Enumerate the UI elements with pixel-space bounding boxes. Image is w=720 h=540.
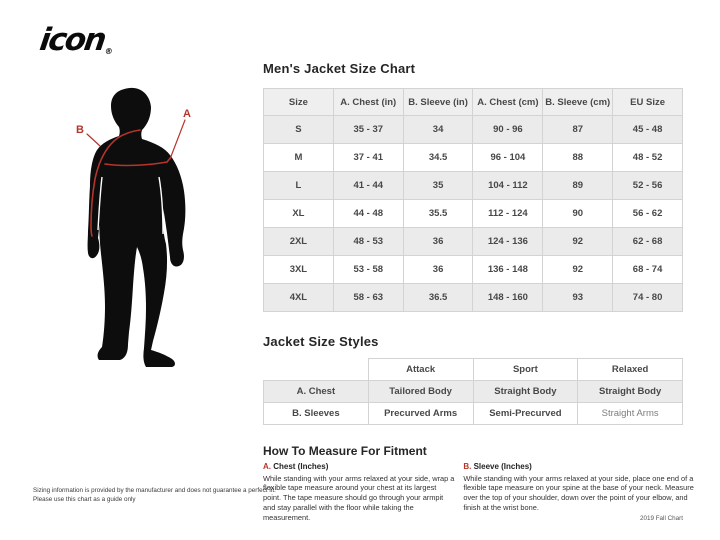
column-header: Relaxed xyxy=(578,359,683,381)
value-cell: Semi-Precurved xyxy=(473,403,578,425)
measure-chest-heading xyxy=(263,462,455,473)
value-cell: 89 xyxy=(543,172,613,200)
column-header: Size xyxy=(264,89,334,116)
label-a-pointer-line xyxy=(170,120,185,159)
value-cell: Tailored Body xyxy=(368,381,473,403)
table-row xyxy=(264,256,683,284)
row-label-cell: XL xyxy=(264,200,334,228)
row-label-cell: 3XL xyxy=(264,256,334,284)
value-cell: 58 - 63 xyxy=(333,284,403,312)
value-cell: 90 - 96 xyxy=(473,116,543,144)
measure-instructions xyxy=(263,462,703,522)
value-cell: 48 - 53 xyxy=(333,228,403,256)
value-cell: 104 - 112 xyxy=(473,172,543,200)
row-label-cell: 2XL xyxy=(264,228,334,256)
sizing-disclaimer-line2: Please use this chart as a guide only xyxy=(33,496,136,504)
column-header: EU Size xyxy=(613,89,683,116)
sizing-disclaimer-line1: Sizing information is provided by the manufacturer and does not guarantee a perfect fit. xyxy=(33,487,276,494)
value-cell: 136 - 148 xyxy=(473,256,543,284)
registered-trademark: ® xyxy=(104,47,114,56)
styles-chart-header-row xyxy=(264,359,683,381)
icon-brand-logo xyxy=(37,22,114,58)
column-header: B. Sleeve (in) xyxy=(403,89,473,116)
measurement-figure xyxy=(30,84,260,384)
table-row xyxy=(264,172,683,200)
styles-chart-table xyxy=(263,358,683,425)
value-cell: 90 xyxy=(543,200,613,228)
measure-chest-block xyxy=(263,462,455,522)
table-row xyxy=(264,284,683,312)
value-cell: 68 - 74 xyxy=(613,256,683,284)
measure-sleeve-heading xyxy=(463,462,703,473)
value-cell: 36 xyxy=(403,256,473,284)
table-row xyxy=(264,144,683,172)
row-label-cell: 4XL xyxy=(264,284,334,312)
measure-chest-heading-text: Chest (Inches) xyxy=(273,462,329,471)
row-label-cell: M xyxy=(264,144,334,172)
size-chart-title: Men's Jacket Size Chart xyxy=(263,61,416,76)
value-cell: 148 - 160 xyxy=(473,284,543,312)
value-cell: 44 - 48 xyxy=(333,200,403,228)
value-cell: 41 - 44 xyxy=(333,172,403,200)
value-cell: 56 - 62 xyxy=(613,200,683,228)
table-row xyxy=(264,381,683,403)
sleeve-label-b: B xyxy=(76,124,84,136)
column-header: A. Chest (cm) xyxy=(473,89,543,116)
value-cell: Straight Body xyxy=(473,381,578,403)
row-label-cell: L xyxy=(264,172,334,200)
column-header: A. Chest (in) xyxy=(333,89,403,116)
empty-header-cell xyxy=(264,359,369,381)
measure-section-title: How To Measure For Fitment xyxy=(263,444,427,458)
value-cell: 35.5 xyxy=(403,200,473,228)
measure-chest-letter: A. xyxy=(263,462,271,471)
table-row xyxy=(264,200,683,228)
value-cell: 34 xyxy=(403,116,473,144)
row-label-cell: B. Sleeves xyxy=(264,403,369,425)
logo-text: icon xyxy=(37,22,107,58)
size-chart-table xyxy=(263,88,683,312)
value-cell: Straight Arms xyxy=(578,403,683,425)
table-row xyxy=(264,116,683,144)
value-cell: 48 - 52 xyxy=(613,144,683,172)
label-b-pointer-line xyxy=(87,134,100,146)
value-cell: 96 - 104 xyxy=(473,144,543,172)
column-header: B. Sleeve (cm) xyxy=(543,89,613,116)
measure-sleeve-body: While standing with your arms relaxed at your side, place one end of a flexible tape measure on your spine at the base of your neck. Measure over the top of your shoulder, down over the point of your elbow, and finish at the wrist bone. xyxy=(463,473,694,512)
measure-chest-body: While standing with your arms relaxed at your side, wrap a flexible tape measure around your chest at its largest point. The tape measure should go through your armpit and stay parallel with the floor while taking the measurement. xyxy=(263,473,455,522)
value-cell: 53 - 58 xyxy=(333,256,403,284)
column-header: Attack xyxy=(368,359,473,381)
value-cell: 92 xyxy=(543,256,613,284)
male-silhouette-graphic xyxy=(30,84,260,384)
value-cell: 87 xyxy=(543,116,613,144)
value-cell: 74 - 80 xyxy=(613,284,683,312)
value-cell: 124 - 136 xyxy=(473,228,543,256)
male-silhouette xyxy=(88,88,186,367)
value-cell: 34.5 xyxy=(403,144,473,172)
measure-sleeve-heading-text: Sleeve (Inches) xyxy=(473,462,532,471)
value-cell: Straight Body xyxy=(578,381,683,403)
chart-version-label: 2019 Fall Chart xyxy=(639,515,683,522)
value-cell: 62 - 68 xyxy=(613,228,683,256)
value-cell: 112 - 124 xyxy=(473,200,543,228)
value-cell: 36 xyxy=(403,228,473,256)
chest-label-a: A xyxy=(183,108,191,120)
styles-chart-title: Jacket Size Styles xyxy=(263,334,379,349)
table-row xyxy=(264,403,683,425)
row-label-cell: S xyxy=(264,116,334,144)
measure-sleeve-letter: B. xyxy=(463,462,472,471)
size-chart-header-row xyxy=(264,89,683,116)
value-cell: 93 xyxy=(543,284,613,312)
value-cell: 37 - 41 xyxy=(333,144,403,172)
row-label-cell: A. Chest xyxy=(264,381,369,403)
value-cell: 92 xyxy=(543,228,613,256)
value-cell: Precurved Arms xyxy=(368,403,473,425)
value-cell: 35 - 37 xyxy=(333,116,403,144)
sizing-disclaimer xyxy=(33,486,283,504)
value-cell: 35 xyxy=(403,172,473,200)
value-cell: 52 - 56 xyxy=(613,172,683,200)
column-header: Sport xyxy=(473,359,578,381)
value-cell: 36.5 xyxy=(403,284,473,312)
value-cell: 88 xyxy=(543,144,613,172)
table-row xyxy=(264,228,683,256)
value-cell: 45 - 48 xyxy=(613,116,683,144)
measure-sleeve-block xyxy=(463,462,703,522)
